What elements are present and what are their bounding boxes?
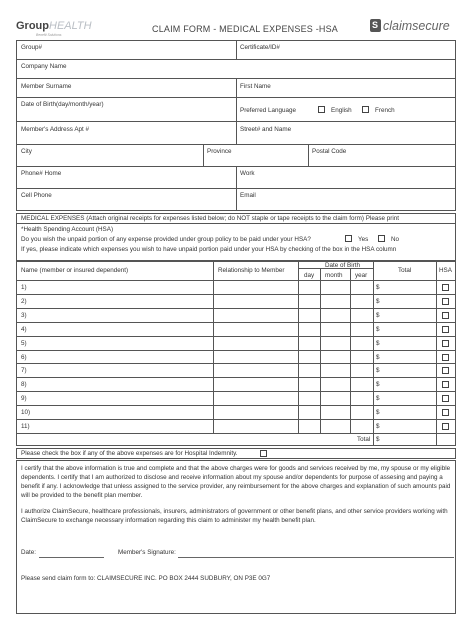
hsa-yes-label: Yes [358, 236, 369, 243]
french-checkbox[interactable] [362, 106, 369, 113]
date-label: Date: [21, 549, 37, 556]
row-number: 3) [21, 311, 27, 319]
col-hsa-header: HSA [439, 267, 452, 274]
first-name-field: First Name [240, 83, 271, 90]
english-checkbox[interactable] [318, 106, 325, 113]
street-field: Street# and Name [240, 126, 292, 133]
authorization-text: I authorize ClaimSecure, healthcare professionals, insurers, administrators of government or other benefit plans, and other service providers working with ClaimSecure to exchange necessary information regarding this claim to administer my health benefit plan. [21, 508, 448, 524]
hsa-question: Do you wish the unpaid portion of any expense provided under group policy to be paid under your HSA? [21, 236, 311, 243]
cell-phone-field: Cell Phone [21, 192, 52, 199]
city-field: City [21, 148, 32, 155]
date-line[interactable] [39, 557, 104, 558]
member-surname-field: Member Surname [21, 83, 72, 90]
row-hsa-checkbox[interactable] [442, 312, 449, 319]
row-hsa-checkbox[interactable] [442, 409, 449, 416]
row-number: 7) [21, 367, 27, 375]
row-number: 4) [21, 325, 27, 333]
row-currency: $ [376, 325, 380, 333]
col-day-header: day [304, 272, 315, 279]
row-currency: $ [376, 409, 380, 417]
hsa-yes-checkbox[interactable] [345, 235, 352, 242]
postal-code-field: Postal Code [312, 148, 347, 155]
row-hsa-checkbox[interactable] [442, 395, 449, 402]
claimsecure-logo: claimsecure [383, 19, 450, 33]
col-dob-header: Date of Birth [325, 262, 360, 269]
row-currency: $ [376, 297, 380, 305]
row-number: 9) [21, 395, 27, 403]
hsa-note: If yes, please indicate which expenses you wish to have unpaid portion paid under your HSA by checking of the box in the HSA column [21, 246, 397, 253]
preferred-language-label: Preferred Language [240, 107, 297, 114]
claimsecure-mark-icon: S [370, 19, 381, 32]
total-label: Total [357, 436, 371, 443]
row-hsa-checkbox[interactable] [442, 340, 449, 347]
row-hsa-checkbox[interactable] [442, 284, 449, 291]
indemnity-text: Please check the box if any of the above expenses are for Hospital Indemnity. [21, 450, 238, 457]
address-field: Member's Address Apt # [21, 126, 90, 133]
group-field: Group# [21, 44, 43, 51]
total-currency: $ [376, 436, 380, 443]
phone-home-field: Phone# Home [21, 170, 62, 177]
hsa-heading: *Health Spending Account (HSA) [21, 226, 114, 233]
row-currency: $ [376, 339, 380, 347]
row-currency: $ [376, 311, 380, 319]
hsa-no-label: No [391, 236, 400, 243]
indemnity-checkbox[interactable] [260, 450, 267, 457]
row-number: 1) [21, 284, 27, 291]
hsa-no-checkbox[interactable] [378, 235, 385, 242]
medical-instructions: MEDICAL EXPENSES (Attach original receipts for expenses listed below; do NOT staple or tape receipts to the claim form) Please print [21, 215, 399, 222]
row-currency: $ [376, 423, 380, 430]
signature-line[interactable] [178, 557, 454, 558]
french-label: French [375, 107, 395, 114]
send-to-address: Please send claim form to: CLAIMSECURE INC. PO BOX 2444 SUDBURY, ON P3E 0G7 [21, 575, 271, 582]
row-number: 11) [21, 423, 30, 430]
signature-label: Member's Signature: [118, 549, 176, 556]
col-year-header: year [355, 272, 368, 279]
col-name-header: Name (member or insured dependent) [21, 267, 129, 274]
row-number: 2) [21, 297, 27, 305]
row-currency: $ [376, 381, 380, 389]
english-label: English [331, 107, 352, 114]
row-number: 8) [21, 381, 27, 389]
group-health-logo [16, 20, 92, 37]
row-hsa-checkbox[interactable] [442, 367, 449, 374]
row-number: 10) [21, 409, 31, 417]
logo-left-bold: Group [16, 20, 49, 32]
company-name-field: Company Name [21, 63, 67, 70]
row-hsa-checkbox[interactable] [442, 298, 449, 305]
row-hsa-checkbox[interactable] [442, 381, 449, 388]
work-phone-field: Work [240, 170, 255, 177]
col-month-header: month [325, 272, 343, 279]
row-currency: $ [376, 353, 380, 361]
form-title: CLAIM FORM - MEDICAL EXPENSES -HSA [152, 24, 338, 34]
date-of-birth-field: Date of Birth(day/month/year) [21, 101, 104, 108]
logo-left-tagline: Benefit Solutions [36, 33, 62, 37]
email-field: Email [240, 192, 256, 199]
row-currency: $ [376, 284, 380, 291]
certification-text: I certify that the above information is true and complete and that the above charges were for goods and services received by me, my spouse or my eligible dependents. I certify that I am authorized to disclose and receive information about my spouse and/or dependents for purpose of assesing and paying a benefit if any. I acknowledge that unless assigned to the service provider, any reimbursement for the above charges and explanation of such amounts paid will be provided to the benefit plan member. [21, 465, 451, 499]
col-relationship-header: Relationship to Member [218, 267, 285, 274]
row-number: 5) [21, 339, 27, 347]
row-hsa-checkbox[interactable] [442, 423, 449, 430]
row-number: 6) [21, 353, 27, 361]
row-hsa-checkbox[interactable] [442, 326, 449, 333]
col-total-header: Total [398, 267, 412, 274]
row-currency: $ [376, 367, 380, 375]
logo-left-light: HEALTH [49, 20, 92, 32]
certificate-field: Certificate/ID# [240, 44, 280, 51]
row-currency: $ [376, 395, 380, 403]
province-field: Province [207, 148, 232, 155]
row-hsa-checkbox[interactable] [442, 354, 449, 361]
